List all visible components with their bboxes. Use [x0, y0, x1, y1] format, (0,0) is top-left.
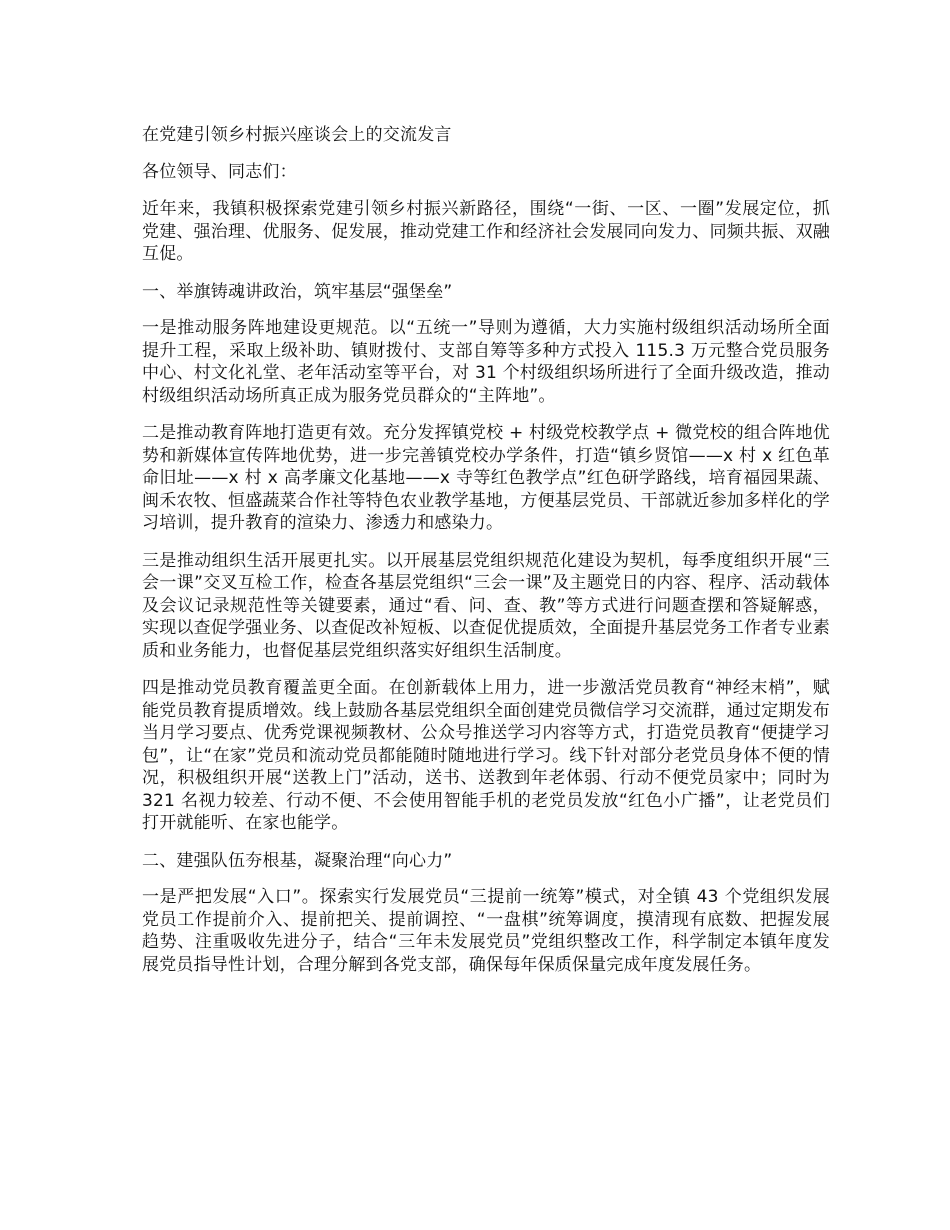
section-1-paragraph-4: 四是推动党员教育覆盖更全面。在创新载体上用力，进一步激活党员教育“神经末梢”，赋能党员教育提质增效。线上鼓励各基层党组织全面创建党员微信学习交流群，通过定期发布当月学习要点、优秀党课视频教材、公众号推送学习内容等方式，打造党员教育“便捷学习包”，让“在家”党员和流动党员都能随时随地进行学习。线下针对部分老党员身体不便的情况，积极组织开展“送教上门”活动，送书、送教到年老体弱、行动不便党员家中；同时为 321 名视力较差、行动不便、不会使用智能手机的老党员发放“红色小广播”，让老党员们打开就能听、在家也能学。: [142, 678, 830, 833]
intro-paragraph: 近年来，我镇积极探索党建引领乡村振兴新路径，围绕“一街、一区、一圈”发展定位，抓党建、强治理、优服务、促发展，推动党建工作和经济社会发展同向发力、同频共振、双融互促。: [142, 199, 830, 264]
section-1-paragraph-2: 二是推动教育阵地打造更有效。充分发挥镇党校 + 村级党校教学点 + 微党校的组合阵地优势和新媒体宣传阵地优势，进一步完善镇党校办学条件，打造“镇乡贤馆——x 村 x 红色革命旧址——x 村 x 高孝廉文化基地——x 寺等红色教学点”红色研学路线，培育福园果蔬、闽禾农牧、恒盛蔬菜合作社等特色农业教学基地，方便基层党员、干部就近参加多样化的学习培训，提升教育的渲染力、渗透力和感染力。: [142, 423, 830, 533]
section-1-paragraph-1: 一是推动服务阵地建设更规范。以“五统一”导则为遵循，大力实施村级组织活动场所全面提升工程，采取上级补助、镇财拨付、支部自筹等多种方式投入 115.3 万元整合党员服务中心、村文化礼堂、老年活动室等平台，对 31 个村级组织场所进行了全面升级改造，推动村级组织活动场所真正成为服务党员群众的“主阵地”。: [142, 318, 830, 406]
section-1-paragraph-3: 三是推动组织生活开展更扎实。以开展基层党组织规范化建设为契机，每季度组织开展“三会一课”交叉互检工作，检查各基层党组织“三会一课”及主题党日的内容、程序、活动载体及会议记录规范性等关键要素，通过“看、问、查、教”等方式进行问题查摆和答疑解惑，实现以查促学强业务、以查促改补短板、以查促优提质效，全面提升基层党务工作者专业素质和业务能力，也督促基层党组织落实好组织生活制度。: [142, 550, 830, 661]
document-body: [142, 124, 830, 991]
section-1-heading: 一、举旗铸魂讲政治，筑牢基层“强堡垒”: [142, 281, 453, 302]
section-2-heading: 二、建强队伍夯根基，凝聚治理“向心力”: [142, 850, 453, 871]
salutation: 各位领导、同志们：: [142, 161, 297, 182]
section-2-paragraph-1: 一是严把发展“入口”。探索实行发展党员“三提前一统筹”模式，对全镇 43 个党组织发展党员工作提前介入、提前把关、提前调控、“一盘棋”统筹调度，摸清现有底数、把握发展趋势、注重吸收先进分子，结合“三年未发展党员”党组织整改工作，科学制定本镇年度发展党员指导性计划，合理分解到各党支部，确保每年保质保量完成年度发展任务。: [142, 887, 830, 975]
document-title: 在党建引领乡村振兴座谈会上的交流发言: [142, 125, 452, 145]
